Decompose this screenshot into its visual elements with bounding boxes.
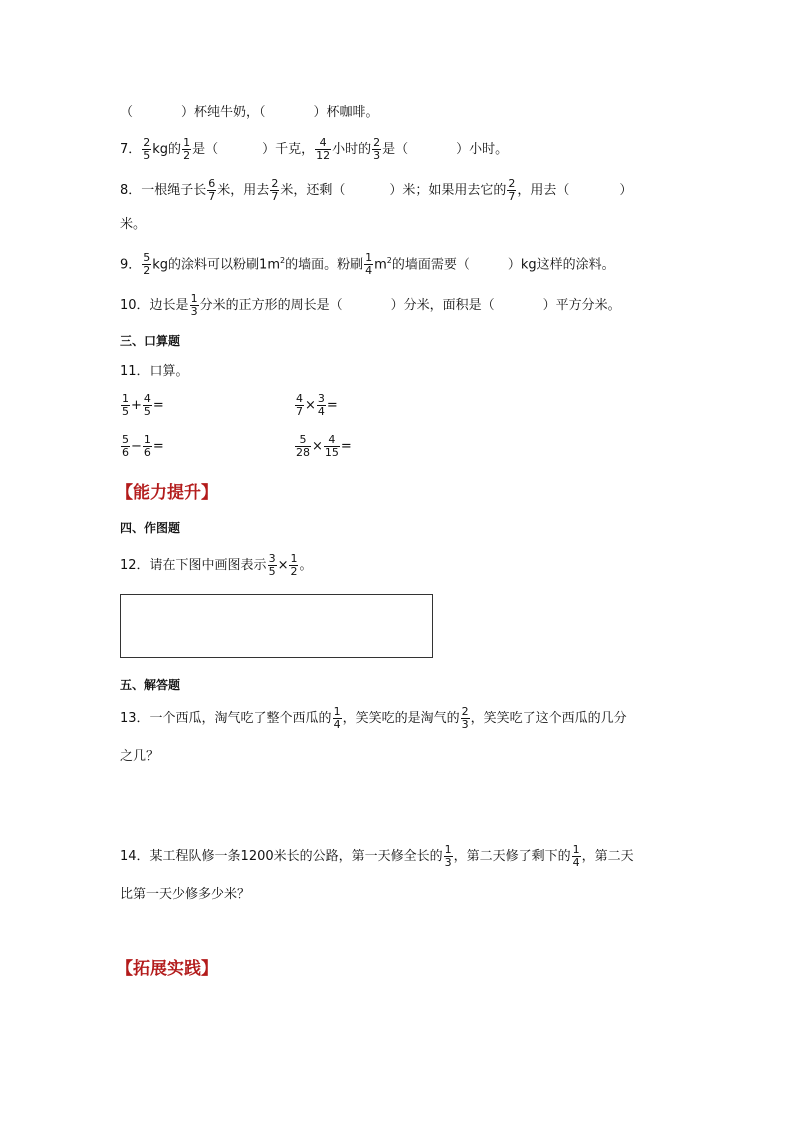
drawing-area-rectangle[interactable] [120,594,433,658]
fraction: $\frac{1}{4}$ [365,251,373,278]
fraction: $\frac{2}{7}$ [271,177,279,203]
fraction: $\frac{1}{3}$ [190,292,198,318]
calc-expression-1: $\frac{1}{5}$ + $\frac{4}{5}$ = [122,392,164,418]
question-11-title: 11．口算。 [120,364,189,379]
fraction: $\frac{4}{15}$ [324,433,339,459]
question-7: 7． $\frac{2}{5}$ kg的 $\frac{1}{2}$ 是（ ）千克， $\frac{4}{12}$ 小时的 $\frac{2}{3}$ 是（ ）小时。 [120,136,509,162]
fraction: $\frac{1}{2}$ [290,552,298,578]
section-heading-oral-calc: 三、口算题 [120,334,181,348]
heading-extend-practice: 【拓展实践】 [116,959,218,979]
fraction: $\frac{4}{12}$ [316,136,331,162]
heading-ability-improve: 【能力提升】 [116,483,218,503]
question-12: 12．请在下图中画图表示 $\frac{3}{5}$ × $\frac{1}{2}$ 。 [120,552,313,578]
fraction: $\frac{1}{3}$ [444,843,452,869]
fraction: $\frac{1}{4}$ [572,843,580,869]
fraction: $\frac{1}{5}$ [122,392,129,418]
fraction: $\frac{5}{6}$ [122,433,129,459]
fraction: $\frac{4}{7}$ [296,392,303,418]
question-8: 8．一根绳子长 $\frac{6}{7}$ 米，用去 $\frac{2}{7}$ 米，还剩（ ）米；如果用去它的 $\frac{2}{7}$ ，用去（ ） [120,177,633,203]
fraction: $\frac{5}{28}$ [296,433,310,459]
question-8-continued: 米。 [120,217,147,232]
question-14-continued: 比第一天少修多少米？ [120,887,251,902]
fraction: $\frac{1}{2}$ [183,136,191,162]
fraction: $\frac{1}{6}$ [143,433,151,459]
question-10: 10．边长是 $\frac{1}{3}$ 分米的正方形的周长是（ ）分米，面积是（ ）平方分米。 [120,292,621,318]
fraction: $\frac{4}{5}$ [143,392,151,418]
fraction: $\frac{2}{3}$ [461,705,469,731]
question-14: 14．某工程队修一条1200米长的公路，第一天修全长的 $\frac{1}{3}$ ，第二天修了剩下的 $\frac{1}{4}$ ，第二天 [120,843,634,869]
section-heading-solve: 五、解答题 [120,678,181,692]
calc-expression-3: $\frac{5}{6}$ − $\frac{1}{6}$ = [122,433,164,459]
fraction: $\frac{2}{7}$ [508,177,516,203]
fraction: $\frac{2}{5}$ [143,136,151,162]
question-13: 13．一个西瓜，淘气吃了整个西瓜的 $\frac{1}{4}$ ，笑笑吃的是淘气的 $\frac{2}{3}$ ，笑笑吃了这个西瓜的几分 [120,705,627,731]
fraction: $\frac{5}{2}$ [143,251,151,278]
fraction: $\frac{3}{5}$ [268,552,276,578]
section-heading-drawing: 四、作图题 [120,521,181,535]
question-9: 9． $\frac{5}{2}$ kg的涂料可以粉刷$1m^2$的墙面。粉刷 $\frac{1}{4}$ $m^2$的墙面需要（ ）kg这样的涂料。 [120,251,615,278]
fraction: $\frac{3}{4}$ [317,392,325,418]
calc-expression-2: $\frac{4}{7}$ × $\frac{3}{4}$ = [296,392,338,418]
q6-tail: （ ）杯纯牛奶，（ ）杯咖啡。 [120,105,379,120]
fraction: $\frac{1}{4}$ [333,705,341,731]
fraction: $\frac{6}{7}$ [208,177,216,203]
fraction: $\frac{2}{3}$ [373,136,381,162]
question-13-continued: 之几？ [120,749,160,764]
calc-expression-4: $\frac{5}{28}$ × $\frac{4}{15}$ = [296,433,352,459]
